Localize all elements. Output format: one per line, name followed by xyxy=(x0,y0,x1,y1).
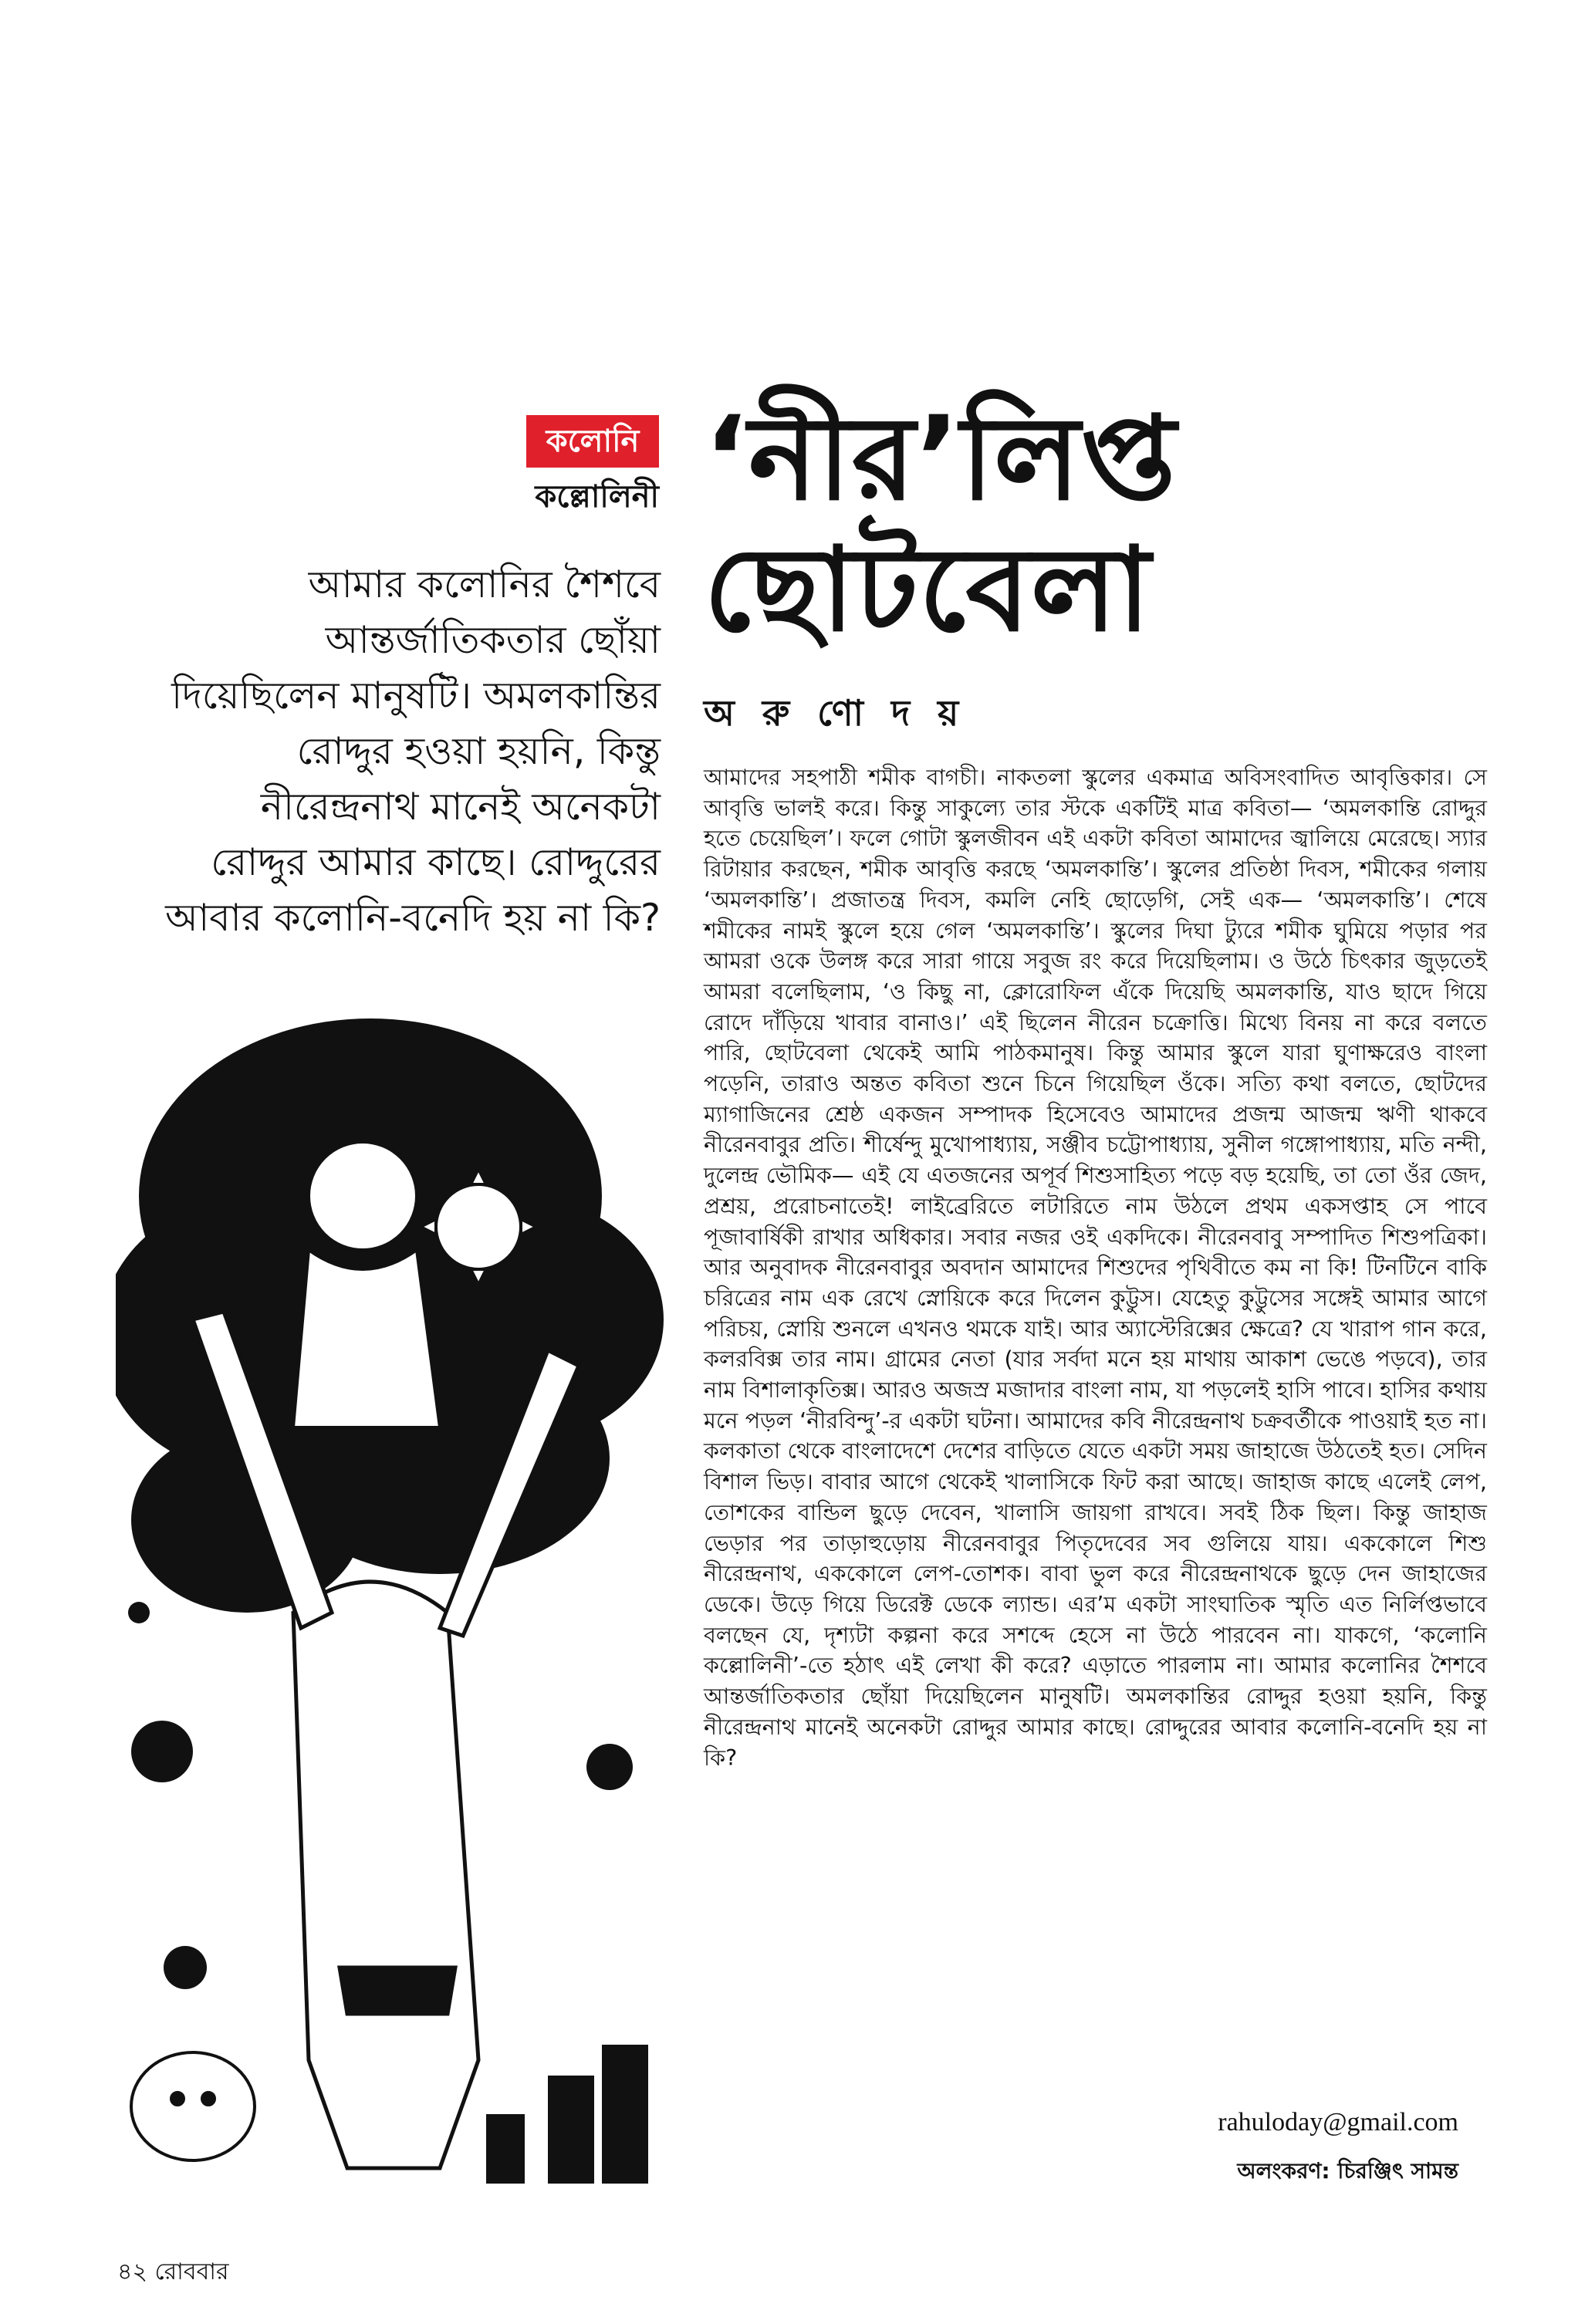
section-subtitle: কল্লোলিনী xyxy=(535,479,659,515)
ink-illustration xyxy=(116,995,671,2184)
title-line-1: ‘নীর’লিপ্ত xyxy=(704,392,1177,526)
illustration-credit: অলংকরণ: চিরঞ্জিৎ সামন্ত xyxy=(1237,2158,1458,2184)
pull-quote: আমার কলোনির শৈশবে আন্তর্জাতিকতার ছোঁয়া দিয়েছিলেন মানুষটি। অমলকান্তির রোদ্দুর হওয়া হয়নি, কিন্তু নীরেন্দ্রনাথ মানেই অনেকটা রোদ্দুর আমার কাছে। রোদ্দুরের আবার কলোনি-বনেদি হয় না কি? xyxy=(165,562,661,940)
section-tag: কলোনি xyxy=(526,415,659,468)
building-silhouettes xyxy=(486,2045,648,2184)
article-body: আমাদের সহপাঠী শমীক বাগচী। নাকতলা স্কুলের একমাত্র অবিসংবাদিত আবৃত্তিকার। সে আবৃত্তি ভালই করে। কিন্তু সাকুল্যে তার স্টকে একটিই মাত্র কবিতা— ‘অমলকান্তি রোদ্দুর হতে চেয়েছিল’। ফলে গোটা স্কুলজীবন এই একটা কবিতা আমাদের জ্বালিয়ে মেরেছে। স্যার রিটায়ার করছেন, শমীক আবৃত্তি করছে ‘অমলকান্তি’। স্কুলের প্রতিষ্ঠা দিবস, শমীকের গলায় ‘অমলকান্তি’। প্রজাতন্ত্র দিবস, কমলি নেহি ছোড়েগি, সেই এক— ‘অমলকান্তি’। শেষে শমীকের নামই স্কুলে হয়ে গেল ‘অমলকান্তি’। স্কুলের দিঘা ট্যুরে শমীক ঘুমিয়ে পড়ার পর আমরা ওকে উলঙ্গ করে সারা গায়ে সবুজ রং করে দিয়েছিলাম। ও উঠে চিৎকার জুড়তেই আমরা বলেছিলাম, ‘ও কিছু না, ক্লোরোফিল এঁকে দিয়েছি অমলকান্তি, যাও ছাদে গিয়ে রোদে দাঁড়িয়ে খাবার বানাও।’ এই ছিলেন নীরেন চক্রোত্তি। মিথ্যে বিনয় না করে বলতে পারি, ছোটবেলা থেকেই আমি পাঠকমানুষ। কিন্তু আমার স্কুলে যারা ঘুণাক্ষরেও বাংলা পড়েনি, তারাও অন্তত কবিতা শুনে চিনে গিয়েছিল ওঁকে। সত্যি কথা বলতে, ছোটদের ম্যাগাজিনের শ্রেষ্ঠ একজন সম্পাদক হিসেবেও আমাদের প্রজন্ম আজন্ম ঋণী থাকবে নীরেনবাবুর প্রতি। শীর্ষেন্দু মুখোপাধ্যায়, সঞ্জীব চট্টোপাধ্যায়, সুনীল গঙ্গোপাধ্যায়, মতি নন্দী, দুলেন্দ্র ভৌমিক— এই যে এতজনের অপূর্ব শিশুসাহিত্য পড়ে বড় হয়েছি, তা তো ওঁর জেদ, প্রশ্রয়, প্ররোচনাতেই! লাইব্রেরিতে লটারিতে নাম উঠলে প্রথম একসপ্তাহ সে পাবে পূজাবার্ষিকী রাখার অধিকার। সবার নজর ওই একদিকে। নীরেনবাবু সম্পাদিত শিশুপত্রিকা। আর অনুবাদক নীরেনবাবুর অবদান আমাদের শিশুদের পৃথিবীতে কম না কি! টিনটিনে বাকি চরিত্রের নাম এক রেখে স্নোয়িকে করে দিলেন কুট্টুস। যেহেতু কুট্টুসের সঙ্গেই আমার আগে পরিচয়, স্নোয়ি শুনলে এখনও থমকে যাই। আর অ্যাস্টেরিক্সের ক্ষেত্রে? যে খারাপ গান করে, কলরবিক্স তার নাম। গ্রামের নেতা (যার সর্বদা মনে হয় মাথায় আকাশ ভেঙে পড়বে), তার নাম বিশালাকৃতিক্স। আরও অজস্র মজাদার বাংলা নাম, যা পড়লেই হাসি পাবে। হাসির কথায় মনে পড়ল ‘নীরবিন্দু’-র একটা ঘটনা। আমাদের কবি নীরেন্দ্রনাথ চক্রবর্তীকে পাওয়াই হত না। কলকাতা থেকে বাংলাদেশে দেশের বাড়িতে যেতে একটা সময় জাহাজে উঠতেই হত। সেদিন বিশাল ভিড়। বাবার আগে থেকেই খালাসিকে ফিট করা আছে। জাহাজ কাছে এলেই লেপ, তোশকের বান্ডিল ছুড়ে দেবেন, খালাসি জায়গা রাখবে। সবই ঠিক ছিল। কিন্তু জাহাজ ভেড়ার পর তাড়াহুড়োয় নীরেনবাবুর পিতৃদেবের সব গুলিয়ে যায়। এককোলে শিশু নীরেন্দ্রনাথ, এককোলে লেপ-তোশক। বাবা ভুল করে নীরেন্দ্রনাথকে ছুড়ে দেন জাহাজের ডেকে। উড়ে গিয়ে ডিরেক্ট ডেকে ল্যান্ড। এর’ম একটা সাংঘাতিক স্মৃতি এত নির্লিপ্তভাবে বলছেন যে, দৃশ্যটা কল্পনা করে সশব্দে হেসে না উঠে পারবেন না। যাকগে, ‘কলোনি কল্লোলিনী’-তে হঠাৎ এই লেখা কী করে? এড়াতে পারলাম না। আমার কলোনির শৈশবে আন্তর্জাতিকতার ছোঁয়া দিয়েছিলেন মানুষটি। অমলকান্তির রোদ্দুর হওয়া হয়নি, কিন্তু নীরেন্দ্রনাথ মানেই অনেকটা রোদ্দুর আমার কাছে। রোদ্দুরের আবার কলোনি-বনেদি হয় না কি? xyxy=(704,764,1488,1771)
article-title xyxy=(704,394,1553,656)
author-email[interactable]: rahuloday@gmail.com xyxy=(1218,2108,1458,2137)
dog-icon xyxy=(131,2052,255,2160)
title-line-2: ছোটবেলা xyxy=(704,523,1152,657)
author-byline: অ রু ণো দ য় xyxy=(704,692,967,734)
page-folio: ৪২ রোববার xyxy=(117,2258,229,2285)
